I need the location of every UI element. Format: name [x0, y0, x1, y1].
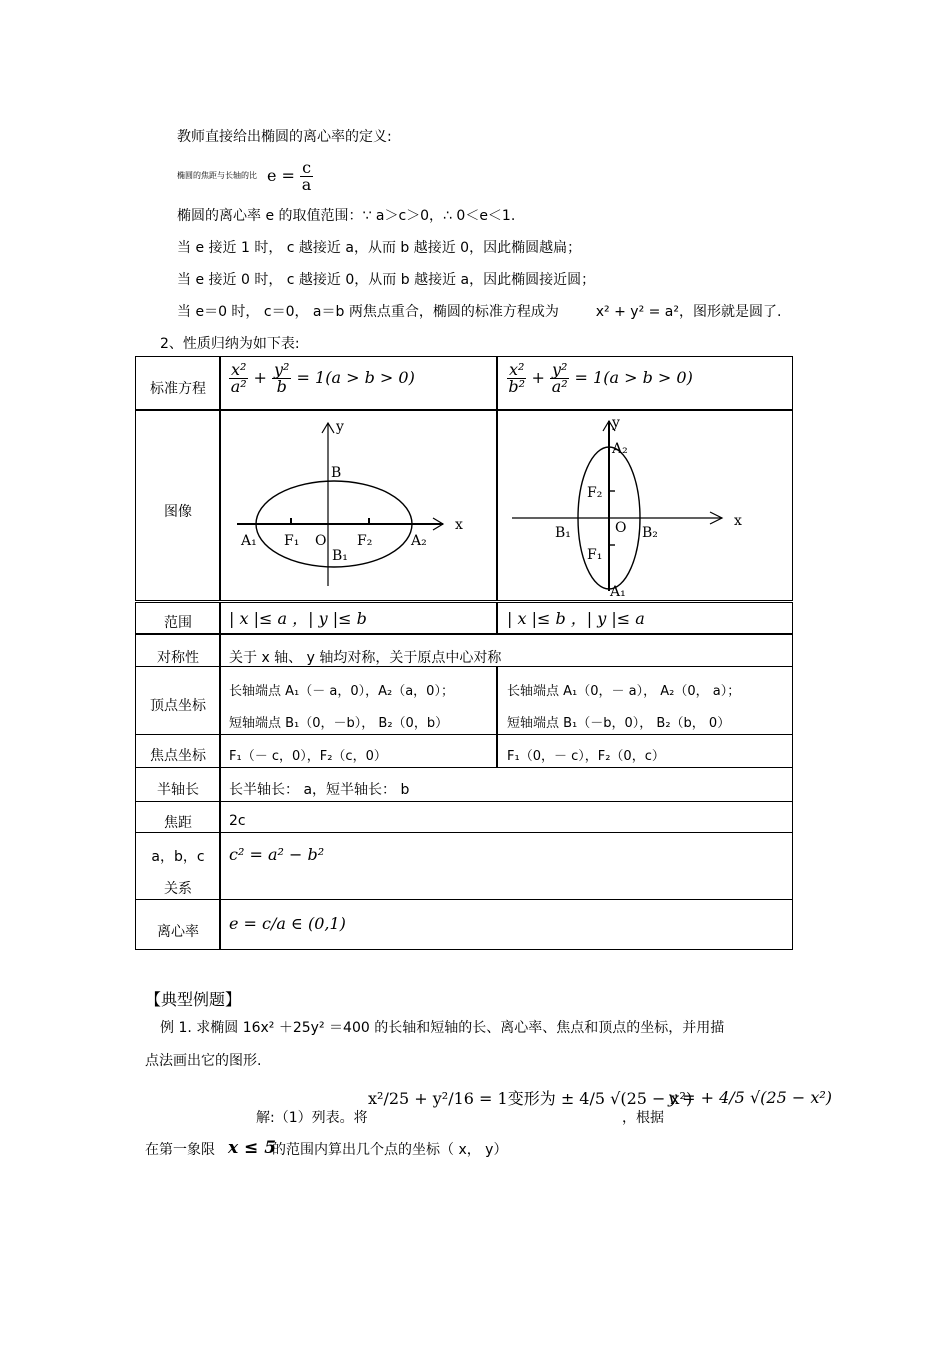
definition-denominator: a	[301, 175, 312, 194]
label-equation: 标准方程	[150, 381, 206, 397]
label-F1-right: F₁	[587, 547, 603, 563]
label-graph: 图像	[164, 504, 192, 520]
vertices-right-major: 长轴端点 A₁（0，－ a）， A₂（0， a）；	[507, 684, 741, 699]
properties-table	[135, 356, 793, 950]
example-question-1: 例 1. 求椭圆 16x² ＋25y² ＝400 的长轴和短轴的长、离心率、焦点和顶点的坐标，并用描	[160, 1020, 725, 1036]
intro-line-7: 2、性质归纳为如下表:	[160, 336, 300, 352]
label-abc-2: 关系	[164, 881, 192, 897]
focal-distance-text: 2c	[229, 813, 246, 829]
range-left: | x |≤ a ，| y |≤ b	[229, 609, 367, 628]
definition-formula	[267, 160, 313, 193]
label-range: 范围	[164, 615, 192, 631]
label-foci: 焦点坐标	[150, 748, 206, 764]
circle-equation: x² + y² = a²	[595, 304, 679, 320]
label-A2-right: A₂	[612, 441, 628, 457]
x-label-left: x	[455, 517, 463, 533]
solution-last-b: x ≤ 5	[228, 1138, 277, 1158]
vertices-right-minor: 短轴端点 B₁（－b，0）， B₂（b， 0）	[507, 716, 731, 731]
vertices-left-minor: 短轴端点 B₁（0，－b）， B₂（0，b）	[229, 716, 449, 731]
intro-line-6	[177, 303, 781, 321]
ellipse-graph-horizontal	[221, 411, 496, 599]
foci-left: F₁（－ c，0），F₂（c，0）	[229, 749, 387, 764]
cell-abc	[219, 832, 793, 900]
equation-right: $\frac{\text{x²}}{\text{b²}}$ + $\frac{\text{y²}}{\text{a²}}$ = 1(a > b > 0)	[508, 360, 693, 396]
foci-right: F₁（0，－ c），F₂（0，c）	[507, 749, 665, 764]
solution-mid: ，根据	[622, 1110, 664, 1126]
label-A1-right: A₁	[610, 584, 626, 599]
definition-e: e =	[267, 166, 295, 185]
label-B2-right: B₂	[642, 525, 658, 541]
label-abc-1: a，b，c	[151, 849, 205, 865]
range-right: | x |≤ b ，| y |≤ a	[507, 609, 645, 628]
intro-line-3: 椭圆的离心率 e 的取值范围：∵ a＞c＞0，∴ 0＜e＜1.	[177, 208, 516, 224]
definition-fraction	[300, 160, 313, 193]
solution-equation: x²/25 + y²/16 = 1变形为 ± 4/5 √(25 − x²)	[368, 1089, 693, 1108]
intro-line-1: 教师直接给出椭圆的离心率的定义:	[177, 129, 392, 145]
label-semi-axes: 半轴长	[157, 782, 199, 798]
ellipse-graph-vertical	[498, 411, 791, 599]
label-vertices: 顶点坐标	[150, 698, 206, 714]
intro-line-4: 当 e 接近 1 时， c 越接近 a，从而 b 越接近 0，因此椭圆越扁；	[177, 240, 582, 256]
label-focal-distance: 焦距	[164, 815, 192, 831]
label-F2-left: F₂	[357, 533, 373, 549]
solution-last-c: 的范围内算出几个点的坐标（ x， y）	[272, 1142, 508, 1158]
vertices-left-major: 长轴端点 A₁（－ a，0），A₂（a，0）；	[229, 684, 454, 699]
label-A1-left: A₁	[241, 533, 257, 549]
x-label-right: x	[734, 513, 742, 529]
symmetry-text: 关于 x 轴、 y 轴均对称，关于原点中心对称	[229, 650, 502, 666]
definition-label: 椭圆的焦距与长轴的比	[177, 171, 257, 180]
label-B1-right: B₁	[555, 525, 571, 541]
label-A2-left: A₂	[411, 533, 427, 549]
label-B1-left: B₁	[332, 548, 348, 564]
intro-line-5: 当 e 接近 0 时， c 越接近 0，从而 b 越接近 a，因此椭圆接近圆；	[177, 272, 596, 288]
label-O-right: O	[615, 520, 627, 536]
cell-focal-distance	[219, 801, 793, 833]
abc-relation: c² = a² − b²	[229, 845, 325, 864]
equation-left: $\frac{\text{x²}}{\text{a²}}$ + $\frac{\text{y²}}{b}$ = 1(a > b > 0)	[230, 360, 415, 396]
eccentricity-formula: e = c/a ∈ (0,1)	[229, 914, 346, 933]
solution-prefix: 解:（1）列表。将	[256, 1110, 368, 1126]
label-O-left: O	[315, 533, 327, 549]
example-question-2: 点法画出它的图形.	[145, 1053, 262, 1069]
label-eccentricity: 离心率	[157, 924, 199, 940]
solution-equation-2: y = + 4/5 √(25 − x²)	[668, 1088, 832, 1107]
y-label-left: y	[336, 419, 344, 435]
label-F2-right: F₂	[587, 485, 603, 501]
intro-line-6a: 当 e＝0 时， c＝0， a＝b 两焦点重合，椭圆的标准方程成为	[177, 304, 559, 320]
definition-numerator: c	[302, 158, 312, 177]
solution-last-a: 在第一象限	[145, 1142, 215, 1158]
label-symmetry: 对称性	[157, 650, 199, 666]
intro-line-6c: ，图形就是圆了.	[679, 304, 782, 320]
label-F1-left: F₁	[284, 533, 300, 549]
example-heading: 【典型例题】	[145, 990, 242, 1009]
label-B: B	[331, 465, 342, 481]
semi-axes-text: 长半轴长： a，短半轴长： b	[229, 782, 410, 798]
y-label-right: y	[612, 415, 620, 431]
